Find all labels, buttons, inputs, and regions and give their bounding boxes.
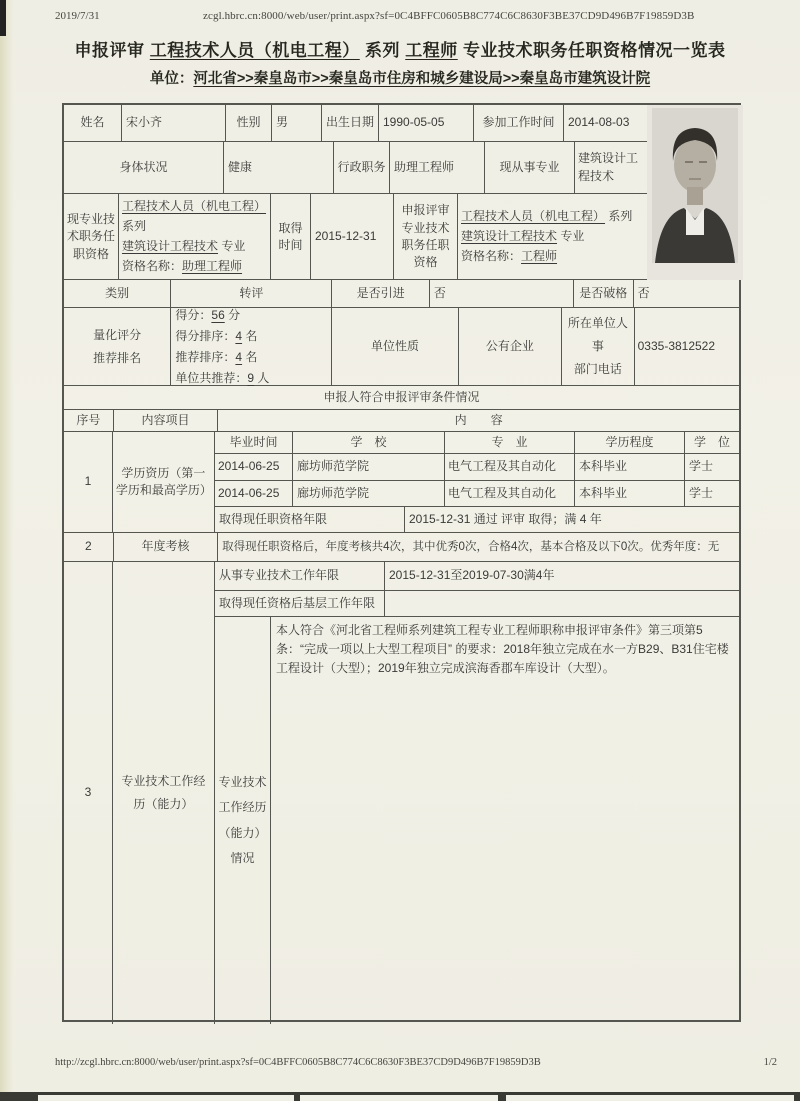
browser-print-footer	[55, 1057, 777, 1068]
qualification-form	[62, 103, 741, 1022]
current-title-label: 现专业技术职务任职资格	[64, 194, 119, 280]
health-value: 健康	[224, 142, 334, 193]
col-item: 内容项目	[114, 410, 218, 431]
unit-path: 河北省>>秦皇岛市>>秦皇岛市住房和城乡建设局>>秦皇岛市建筑设计院	[193, 71, 651, 87]
portrait-photo-image	[647, 105, 743, 280]
hr-phone-value: 0335-3812522	[637, 338, 716, 353]
conditions-section-title: 申报人符合申报评审条件情况	[323, 389, 480, 404]
score-ranking-label: 量化评分 推荐排名	[64, 308, 171, 385]
row-conditions-header	[64, 386, 739, 410]
imported-label: 是否引进	[332, 280, 429, 307]
portrait-photo	[647, 105, 743, 280]
grassroots-row	[215, 591, 739, 617]
assessment-content: 取得现任职资格后，年度考核共4次，其中优秀0次，合格4次，基本合格及以下0次。优秀年度：无	[222, 540, 720, 553]
qual-years-label: 取得现任职资格年限	[215, 507, 405, 532]
scan-next-page-edge	[0, 1092, 800, 1101]
col-no: 序号	[64, 410, 114, 431]
row-score	[64, 308, 739, 386]
footer-url: http://zcgl.hbrc.cn:8000/web/user/print.aspx?sf=0C4BFFC0605B8C774C6C8630F3BE37CD9D496B7F19859D3B	[55, 1057, 541, 1068]
row-experience	[64, 562, 739, 1024]
work-start-value: 2014-08-03	[568, 115, 630, 130]
current-major-value: 建筑设计工程技术	[578, 151, 639, 183]
name-value: 宋小齐	[122, 105, 226, 141]
experience-detail-content: 本人符合《河北省工程师系列建筑工程专业工程师职称申报评审条件》第三项第5条：“完成一项以上大型工程项目” 的要求：2018年独立完成在水一方B29、B31住宅楼工程设计（大型）；2019年独立完成滨海香郡车库设计（大型）。	[276, 623, 729, 676]
unit-breadcrumb: 单位：河北省>>秦皇岛市>>秦皇岛市住房和城乡建设局>>秦皇岛市建筑设计院	[149, 71, 651, 87]
experience-item-label: 专业技术工作经历（能力）	[113, 562, 215, 1024]
hr-phone-label: 所在单位人事 部门电话	[562, 308, 635, 385]
apply-title-label: 申报评审专业技术职务任职资格	[394, 194, 458, 280]
education-record-row: 2014-06-25 廊坊师范学院 电气工程及其自动化 本科毕业 学士	[215, 454, 739, 481]
title-series: 工程技术人员（机电工程）	[149, 41, 360, 60]
birthdate-label: 出生日期	[322, 105, 379, 141]
col-content: 内 容	[454, 412, 503, 427]
print-date: 2019/7/31	[55, 10, 100, 22]
work-years-value: 2015-12-31至2019-07-30满4年	[389, 568, 555, 583]
experience-detail-label: 专业技术工作经历（能力）情况	[215, 617, 271, 1024]
page-number: 1/2	[763, 1057, 777, 1068]
education-header-row	[215, 432, 739, 454]
education-item-label: 学历资历（第一学历和最高学历）	[113, 432, 215, 532]
exception-label: 是否破格	[574, 280, 634, 307]
qual-years-value: 2015-12-31 通过 评审 取得；满 4 年	[409, 511, 602, 526]
row-titles	[64, 194, 647, 280]
experience-no: 3	[64, 562, 113, 1024]
assessment-no: 2	[64, 533, 114, 561]
row-category	[64, 280, 739, 308]
score-details: 得分：56 分 得分排序：4 名 推荐排序：4 名 单位共推荐：9 人	[171, 308, 332, 385]
edu-col-school: 学 校	[293, 432, 445, 453]
qual-years-row	[215, 507, 739, 532]
row-basic-2	[64, 142, 647, 194]
scan-corner-artifact	[0, 0, 6, 36]
edu-col-date: 毕业时间	[215, 432, 293, 453]
work-years-label: 从事专业技术工作年限	[215, 562, 385, 590]
education-record-row: 2014-06-25 廊坊师范学院 电气工程及其自动化 本科毕业 学士	[215, 481, 739, 508]
exception-value: 否	[637, 285, 650, 300]
work-start-label: 参加工作时间	[474, 105, 564, 141]
grassroots-label: 取得现任资格后基层工作年限	[215, 591, 385, 616]
edu-col-major: 专 业	[445, 432, 575, 453]
admin-post-label: 行政职务	[334, 142, 390, 193]
unit-type-value: 公有企业	[459, 308, 562, 385]
current-title-value: 工程技术人员（机电工程）系列 建筑设计工程技术 专业 资格名称：助理工程师	[119, 194, 271, 280]
category-label: 类别	[64, 280, 171, 307]
imported-value: 否	[430, 280, 574, 307]
experience-detail-row	[215, 617, 739, 1024]
work-years-row	[215, 562, 739, 591]
name-label: 姓名	[64, 105, 122, 141]
edu-col-level: 学历程度	[575, 432, 685, 453]
title-rank: 工程师	[405, 41, 458, 60]
row-conditions-columns	[64, 410, 739, 432]
grassroots-value	[385, 591, 739, 616]
unit-type-label: 单位性质	[332, 308, 458, 385]
gender-value: 男	[272, 105, 322, 141]
print-url: zcgl.hbrc.cn:8000/web/user/print.aspx?sf=0C4BFFC0605B8C774C6C8630F3BE37CD9D496B7F19859D3B	[203, 10, 695, 22]
acquired-label: 取得时间	[271, 194, 311, 280]
admin-post-value: 助理工程师	[390, 142, 485, 193]
edu-col-degree: 学 位	[693, 434, 730, 449]
education-no: 1	[64, 432, 113, 532]
experience-subtable	[215, 562, 739, 1024]
current-major-label: 现从事专业	[485, 142, 575, 193]
health-label: 身体状况	[64, 142, 224, 193]
page-title: 申报评审 工程技术人员（机电工程） 系列 工程师 专业技术职务任职资格情况一览表	[74, 41, 726, 60]
row-assessment	[64, 533, 739, 562]
education-subtable	[215, 432, 739, 532]
acquired-date: 2015-12-31	[311, 194, 394, 280]
gender-label: 性别	[226, 105, 272, 141]
row-education	[64, 432, 739, 533]
apply-title-value: 工程技术人员（机电工程） 系列 建筑设计工程技术 专业 资格名称：工程师	[461, 209, 633, 263]
category-value: 转评	[171, 280, 332, 307]
assessment-item-label: 年度考核	[114, 533, 218, 561]
scan-edge-shadow	[0, 0, 14, 1101]
birthdate-value: 1990-05-05	[379, 105, 474, 141]
row-basic-1	[64, 105, 647, 142]
